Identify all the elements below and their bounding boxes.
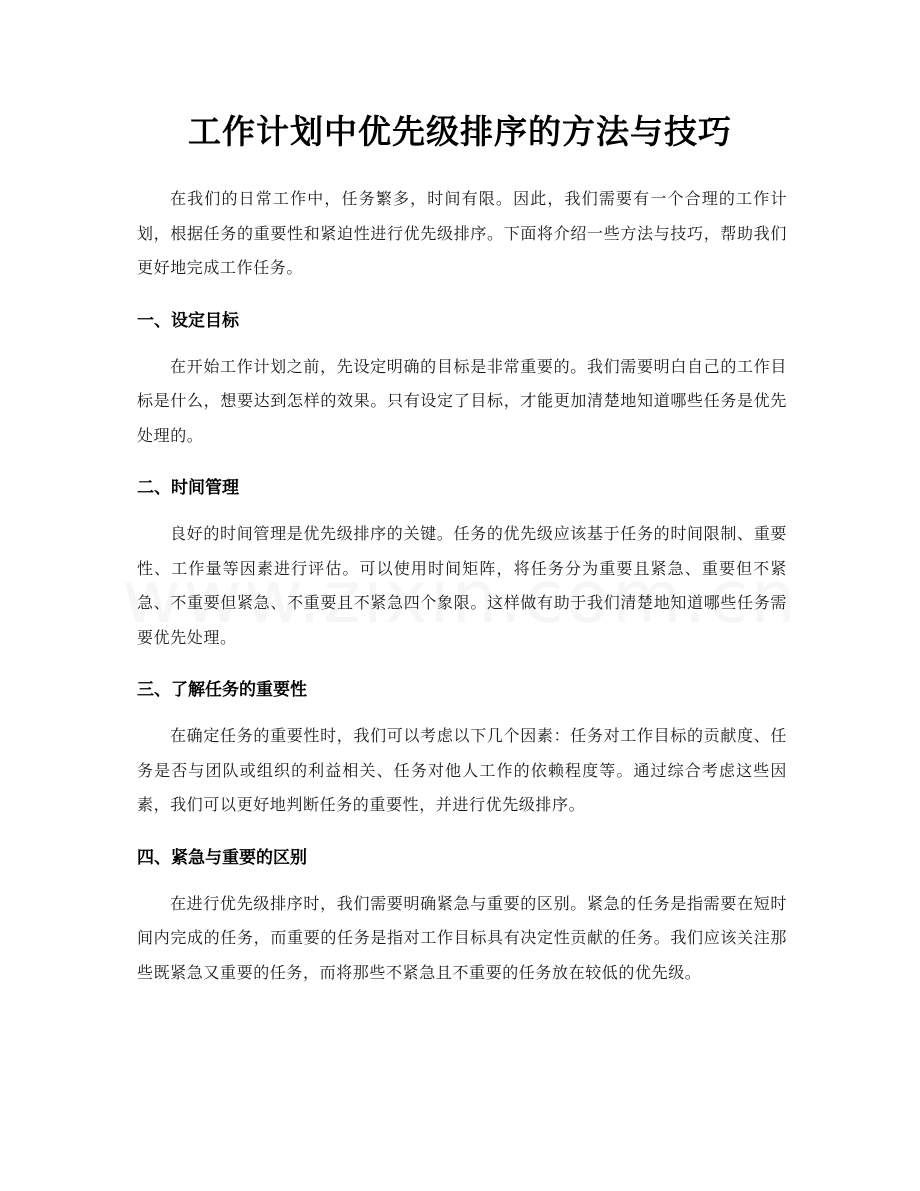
section-heading: 一、设定目标 xyxy=(137,310,239,331)
section-task-importance xyxy=(137,675,787,823)
page-title: 工作计划中优先级排序的方法与技巧 xyxy=(188,112,732,151)
section-paragraph: 在确定任务的重要性时，我们可以考虑以下几个因素：任务对工作目标的贡献度、任务是否与团队或组织的利益相关、任务对他人工作的依赖程度等。通过综合考虑这些因素，我们可以更好地判断任务的重要性，并进行优先级排序。 xyxy=(137,726,787,814)
section-set-goals xyxy=(137,306,787,454)
intro-paragraph: 在我们的日常工作中，任务繁多，时间有限。因此，我们需要有一个合理的工作计划，根据任务的重要性和紧迫性进行优先级排序。下面将介绍一些方法与技巧，帮助我们更好地完成工作任务。 xyxy=(137,189,787,277)
section-paragraph: 良好的时间管理是优先级排序的关键。任务的优先级应该基于任务的时间限制、重要性、工作量等因素进行评估。可以使用时间矩阵，将任务分为重要且紧急、重要但不紧急、不重要但紧急、不重要且不紧急四个象限。这样做有助于我们清楚地知道哪些任务需要优先处理。 xyxy=(137,524,787,647)
section-paragraph: 在进行优先级排序时，我们需要明确紧急与重要的区别。紧急的任务是指需要在短时间内完成的任务，而重要的任务是指对工作目标具有决定性贡献的任务。我们应该关注那些既紧急又重要的任务，而将那些不紧急且不重要的任务放在较低的优先级。 xyxy=(137,893,787,982)
section-heading: 二、时间管理 xyxy=(137,478,239,498)
section-time-management xyxy=(137,473,787,655)
section-paragraph: 在开始工作计划之前，先设定明确的目标是非常重要的。我们需要明白自己的工作目标是什么，想要达到怎样的效果。只有设定了目标，才能更加清楚地知道哪些任务是优先处理的。 xyxy=(137,356,787,445)
document-body xyxy=(137,182,787,1010)
section-heading: 四、紧急与重要的区别 xyxy=(137,847,307,868)
section-heading: 三、了解任务的重要性 xyxy=(137,680,307,700)
section-urgent-vs-important xyxy=(137,843,787,991)
